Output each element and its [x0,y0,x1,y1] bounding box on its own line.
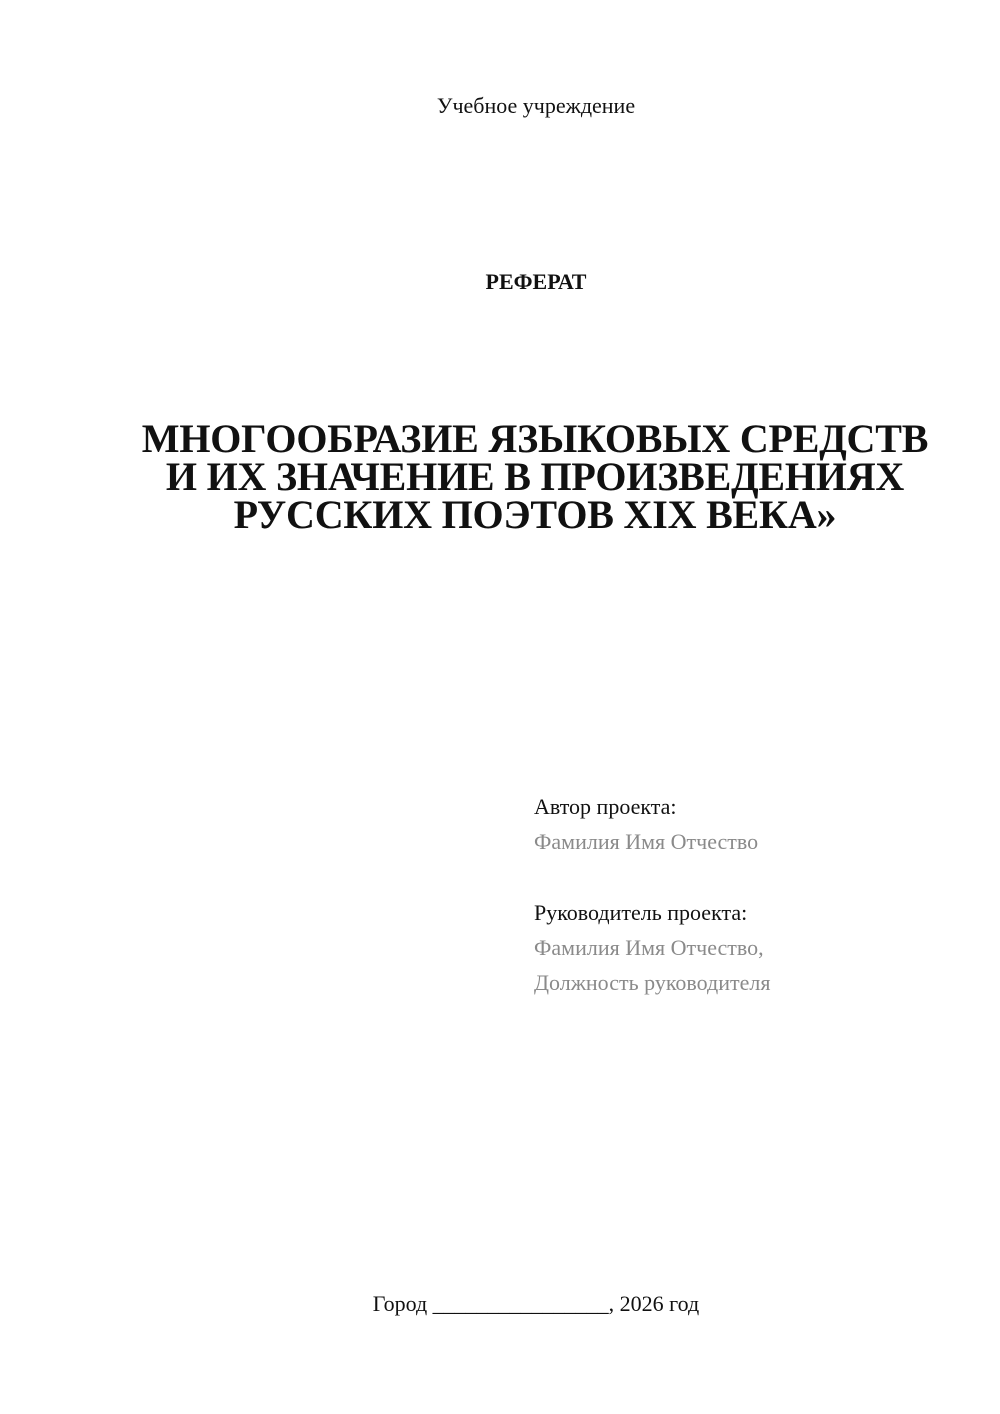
author-name: Фамилия Имя Отчество [534,829,759,854]
title-line-1: МНОГООБРАЗИЕ ЯЗЫКОВЫХ СРЕДСТВ [141,416,929,461]
institution-name: Учебное учреждение [436,93,636,118]
supervisor-label: Руководитель проекта: [534,900,748,925]
title-line-3: РУССКИХ ПОЭТОВ XIX ВЕКА» [233,492,837,537]
title-line-2: И ИХ ЗНАЧЕНИЕ В ПРОИЗВЕДЕНИЯХ [165,454,905,499]
city-year-line: Город ________________, 2026 год [372,1291,700,1316]
document-title [120,416,950,537]
author-label: Автор проекта: [534,794,677,819]
supervisor-position: Должность руководителя [534,970,771,995]
document-type: РЕФЕРАТ [485,269,587,294]
credits-spacer [534,859,974,895]
credits-block [534,789,974,1000]
supervisor-name: Фамилия Имя Отчество, [534,935,764,960]
